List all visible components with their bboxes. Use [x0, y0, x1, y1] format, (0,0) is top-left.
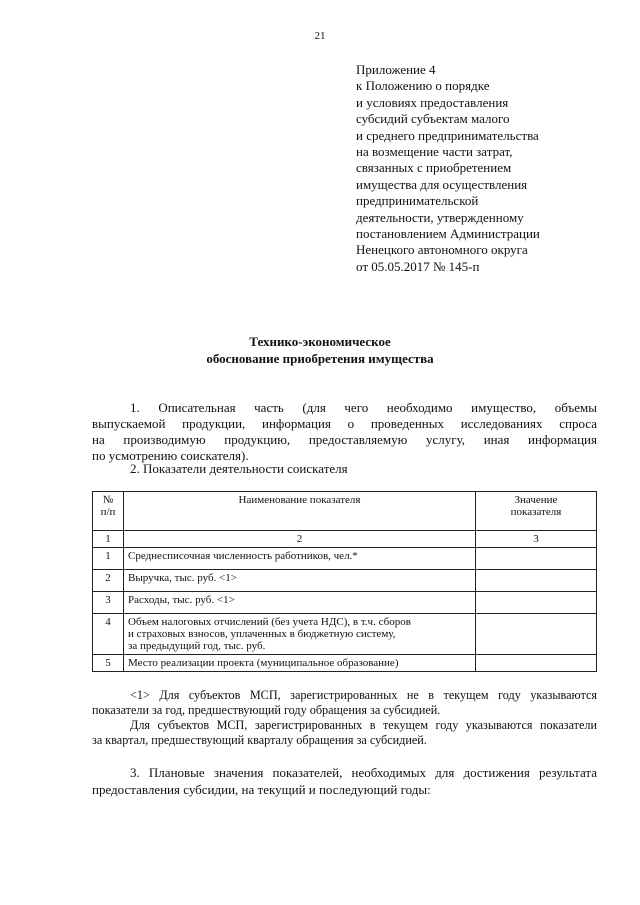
column-number: 2 — [124, 531, 476, 548]
appendix-line: имущества для осуществления — [356, 176, 528, 192]
section-3-line: предоставления субсидии, на текущий и последующий годы: — [92, 782, 431, 797]
row-value[interactable] — [476, 548, 597, 570]
row-name — [124, 614, 476, 655]
footnote-1 — [92, 688, 597, 718]
table-row — [93, 570, 597, 592]
section-3-line: 3. Плановые значения показателей, необходимых для достижения результата — [130, 765, 597, 780]
appendix-line: субсидий субъектам малого — [356, 111, 510, 127]
table-header-row — [93, 492, 597, 531]
section-3 — [92, 764, 597, 798]
footnote-line: <1> Для субъектов МСП, зарегистрированных не в текущем году указываются — [130, 688, 597, 702]
table-row — [93, 614, 597, 655]
column-number: 1 — [93, 531, 124, 548]
section-1-line: выпускаемой продукции, информация о проведенных исследованиях спроса — [92, 416, 597, 431]
footnote-line: за квартал, предшествующий кварталу обращения за субсидией. — [92, 733, 427, 747]
appendix-line: предпринимательской — [356, 193, 479, 209]
section-1-line: 1. Описательная часть (для чего необходимо имущество, объемы — [130, 400, 597, 415]
header-name: Наименование показателя — [124, 492, 476, 531]
appendix-header — [356, 62, 616, 275]
appendix-line: постановлением Администрации — [356, 226, 540, 242]
row-name-line: и страховых взносов, уплаченных в бюджетную систему, — [128, 628, 396, 640]
section-1-description — [92, 400, 597, 464]
row-value[interactable] — [476, 592, 597, 614]
section-1-line: на производимую продукцию, предоставляемую услугу, иная информация — [92, 432, 597, 447]
page-number: 21 — [314, 30, 326, 42]
appendix-line: связанных с приобретением — [356, 160, 512, 176]
appendix-line: от 05.05.2017 № 145-п — [356, 258, 480, 274]
title-line-1: Технико-экономическое — [249, 334, 391, 349]
table-row — [93, 592, 597, 614]
row-name-line: Объем налоговых отчислений (без учета НДС), в т.ч. сборов — [128, 616, 411, 628]
header-value — [476, 492, 597, 531]
section-1-line: по усмотрению соискателя). — [92, 448, 249, 463]
appendix-line: Ненецкого автономного округа — [356, 242, 528, 258]
header-num-line: п/п — [100, 506, 116, 518]
appendix-line: и среднего предпринимательства — [356, 127, 539, 143]
appendix-line: на возмещение части затрат, — [356, 144, 513, 160]
appendix-line: деятельности, утвержденному — [356, 209, 524, 225]
appendix-line: к Положению о порядке — [356, 78, 490, 94]
row-name: Место реализации проекта (муниципальное образование) — [124, 655, 476, 672]
column-number: 3 — [476, 531, 597, 548]
table-row — [93, 548, 597, 570]
row-value[interactable] — [476, 614, 597, 655]
row-num: 5 — [93, 655, 124, 672]
row-name: Среднесписочная численность работников, чел.* — [124, 548, 476, 570]
row-num: 1 — [93, 548, 124, 570]
table-row — [93, 655, 597, 672]
row-value[interactable] — [476, 570, 597, 592]
title-line-2: обоснование приобретения имущества — [206, 351, 434, 366]
section-2-heading — [92, 461, 597, 477]
row-num: 3 — [93, 592, 124, 614]
header-value-line: показателя — [510, 506, 562, 518]
row-name: Расходы, тыс. руб. <1> — [124, 592, 476, 614]
appendix-line: Приложение 4 — [356, 62, 436, 77]
row-value[interactable] — [476, 655, 597, 672]
header-num-line: № — [102, 494, 114, 506]
header-value-line: Значение — [514, 494, 558, 506]
header-num — [93, 492, 124, 531]
section-2-heading-text: 2. Показатели деятельности соискателя — [130, 461, 348, 476]
footnote-2 — [92, 718, 597, 748]
appendix-line: и условиях предоставления — [356, 94, 509, 110]
column-number-row — [93, 531, 597, 548]
row-name-line: за предыдущий год, тыс. руб. — [128, 640, 266, 652]
row-num: 2 — [93, 570, 124, 592]
document-title — [0, 333, 640, 367]
row-name: Выручка, тыс. руб. <1> — [124, 570, 476, 592]
footnote-line: показатели за год, предшествующий году обращения за субсидией. — [92, 703, 441, 717]
footnote-line: Для субъектов МСП, зарегистрированных в текущем году указываются показатели — [130, 718, 597, 732]
row-num: 4 — [93, 614, 124, 655]
indicators-table — [92, 491, 597, 672]
